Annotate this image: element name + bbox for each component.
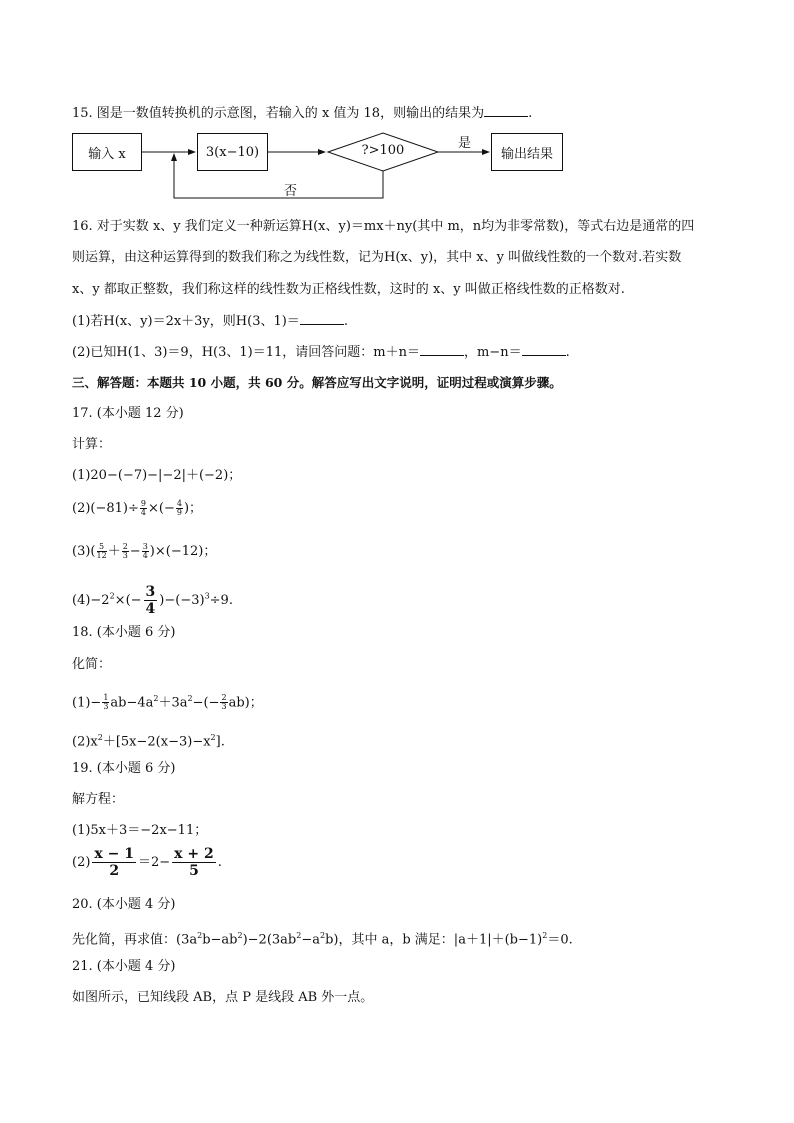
q20-t-f: ＝0. <box>547 932 573 948</box>
bold-fraction <box>172 846 216 879</box>
q16-part2 <box>72 343 570 362</box>
q18-p2-b: ＋[5x−2(x−3)−x <box>102 734 211 750</box>
bold-fraction <box>144 584 158 617</box>
q21-text: 如图所示，已知线段 AB，点 P 是线段 AB 外一点。 <box>72 990 374 1005</box>
flow-yes-label: 是 <box>458 136 472 151</box>
exponent: 2 <box>237 931 243 940</box>
exponent: 2 <box>210 733 216 742</box>
denominator: 5 <box>189 863 199 879</box>
exponent: 2 <box>296 931 302 940</box>
flow-input-label: 输入 x <box>88 146 126 162</box>
q17-p3-c: − <box>129 544 141 559</box>
q18-p2-a: (2)x <box>72 734 98 750</box>
denominator: 3 <box>103 702 109 712</box>
q16-line1: 16. 对于实数 x、y 我们定义一种新运算H(x、y)＝mx＋ny(其中 m，n均为非零常数)，等式右边是通常的四 <box>72 219 695 234</box>
section3-heading: 三、解答题：本题共 10 小题，共 60 分。解答应写出文字说明，证明过程或演算步骤。 <box>72 375 562 390</box>
q18-part2 <box>72 729 225 751</box>
fraction <box>97 543 107 560</box>
flow-output-label: 输出结果 <box>500 146 553 162</box>
q18-part1 <box>72 690 263 712</box>
arrowhead-4 <box>171 153 177 161</box>
fraction <box>176 500 183 517</box>
q17-p2-c: )； <box>183 501 203 516</box>
q19-head: 19. (本小题 6 分) <box>72 761 176 776</box>
numerator: 2 <box>221 693 227 703</box>
q19-p2-b: ＝2− <box>138 855 171 870</box>
flow-process-label: 3(x−10) <box>205 144 260 160</box>
q19-part2 <box>72 846 222 880</box>
denominator: 9 <box>176 508 182 517</box>
q18-p1-d: −(− <box>192 695 220 711</box>
q17-p3-b: ＋ <box>107 544 121 559</box>
exponent: 2 <box>187 694 193 703</box>
flow-input-box <box>72 133 142 171</box>
exponent: 2 <box>109 591 115 601</box>
exponent: 2 <box>197 931 203 940</box>
numerator: x + 2 <box>174 846 214 862</box>
exponent: 2 <box>319 931 326 940</box>
fraction <box>140 500 147 517</box>
q20-text <box>72 927 573 949</box>
flow-no-label: 否 <box>284 184 298 199</box>
fraction <box>220 694 227 711</box>
q17-part3 <box>72 543 216 561</box>
q16-part2-blank-a[interactable] <box>420 343 464 356</box>
exponent: 3 <box>204 591 210 601</box>
q16-part1-end: . <box>343 314 348 329</box>
q17-p3-a: (3)( <box>72 544 96 559</box>
q18-p1-e: ab)； <box>228 695 263 711</box>
q16-line3: x、y 都取正整数，我们称这样的线性数为正格线性数，这时的 x、y 叫做正格线性数的正格数对. <box>72 282 625 297</box>
q20-head: 20. (本小题 4 分) <box>72 897 176 912</box>
q18-p1-c: ＋3a <box>158 695 188 711</box>
q16-part1-blank[interactable] <box>300 312 344 325</box>
denominator: 4 <box>140 508 146 517</box>
denominator: 3 <box>122 551 128 560</box>
denominator: 4 <box>145 601 156 617</box>
numerator: 2 <box>122 542 128 551</box>
numerator: 3 <box>145 584 156 600</box>
q18-p1-a: (1)− <box>72 695 102 711</box>
q20-t-b: b−ab <box>202 932 238 948</box>
q16-part2-text-a: (2)已知H(1、3)＝9，H(3、1)＝11，请回答问题：m＋n＝ <box>72 345 420 360</box>
q20-t-a: 先化简，再求值：(3a <box>72 932 198 948</box>
denominator: 3 <box>221 702 227 712</box>
denominator: 2 <box>109 863 120 879</box>
numerator: 5 <box>97 543 107 552</box>
q17-p4-d: ÷9. <box>209 593 233 608</box>
q17-part2 <box>72 500 202 518</box>
fraction <box>122 543 129 560</box>
q17-p4-a: (4)−2 <box>72 593 110 608</box>
flow-process-box <box>197 133 268 171</box>
q16-part2-blank-b[interactable] <box>522 343 566 356</box>
q15-question: 15. 图是一数值转换机的示意图，若输入的 x 值为 18，则输出的结果为 <box>72 106 485 121</box>
fraction <box>142 543 149 560</box>
q16-part1-text: (1)若H(x、y)＝2x＋3y，则H(3、1)＝ <box>72 314 300 329</box>
numerator: x − 1 <box>94 846 134 862</box>
exponent: 2 <box>97 733 103 742</box>
q17-p2-a: (2)(−81)÷ <box>72 501 139 516</box>
q17-p2-b: ×(− <box>147 501 175 516</box>
q20-t-d: −a <box>301 932 320 948</box>
arrowhead-1 <box>188 149 196 155</box>
q17-head: 17. (本小题 12 分) <box>72 406 184 421</box>
q17-part1: (1)20−(−7)−|−2|＋(−2)； <box>72 468 242 483</box>
q17-part4 <box>72 584 233 617</box>
q19-p2-c: . <box>217 855 222 870</box>
q16-line2: 则运算，由这种运算得到的数我们称之为线性数，记为H(x、y)，其中 x、y 叫做线性数的一个数对.若实数 <box>72 250 682 265</box>
exponent: 2 <box>542 931 548 940</box>
q16-part2-text-b: ，m−n＝ <box>463 345 522 360</box>
arrowhead-2 <box>318 149 326 155</box>
q16-part2-end: . <box>565 345 570 360</box>
q18-p1-b: ab−4a <box>110 695 154 711</box>
q18-intro: 化简： <box>72 657 112 672</box>
numerator: 9 <box>140 499 146 508</box>
denominator: 12 <box>96 551 107 560</box>
denominator: 4 <box>142 551 148 560</box>
q17-p3-d: )×(−12)； <box>149 544 217 559</box>
arrowhead-3 <box>482 149 490 155</box>
fraction <box>102 694 109 711</box>
q16-part1 <box>72 312 348 331</box>
q19-part1: (1)5x＋3＝−2x−11； <box>72 823 208 838</box>
flow-output-box <box>491 133 563 171</box>
exponent: 2 <box>153 694 159 703</box>
q17-p4-b: ×(− <box>114 593 142 608</box>
q18-p2-c: ]. <box>215 734 225 750</box>
flowchart-svg <box>0 0 794 220</box>
bold-fraction <box>92 846 136 879</box>
q20-t-c: )−2(3ab <box>242 932 297 948</box>
numerator: 1 <box>103 693 109 703</box>
q17-p4-c: )−(−3) <box>159 593 205 608</box>
q17-intro: 计算： <box>72 437 112 452</box>
q21-head: 21. (本小题 4 分) <box>72 959 176 974</box>
q20-t-e: b)，其中 a，b 满足：|a＋1|＋(b−1) <box>325 932 543 948</box>
q15-period: . <box>528 106 533 121</box>
q19-intro: 解方程： <box>72 792 125 807</box>
numerator: 4 <box>176 499 182 508</box>
flow-condition-label: ?>100 <box>361 143 405 158</box>
q19-p2-a: (2) <box>72 855 91 870</box>
numerator: 3 <box>142 542 148 551</box>
q18-head: 18. (本小题 6 分) <box>72 625 176 640</box>
